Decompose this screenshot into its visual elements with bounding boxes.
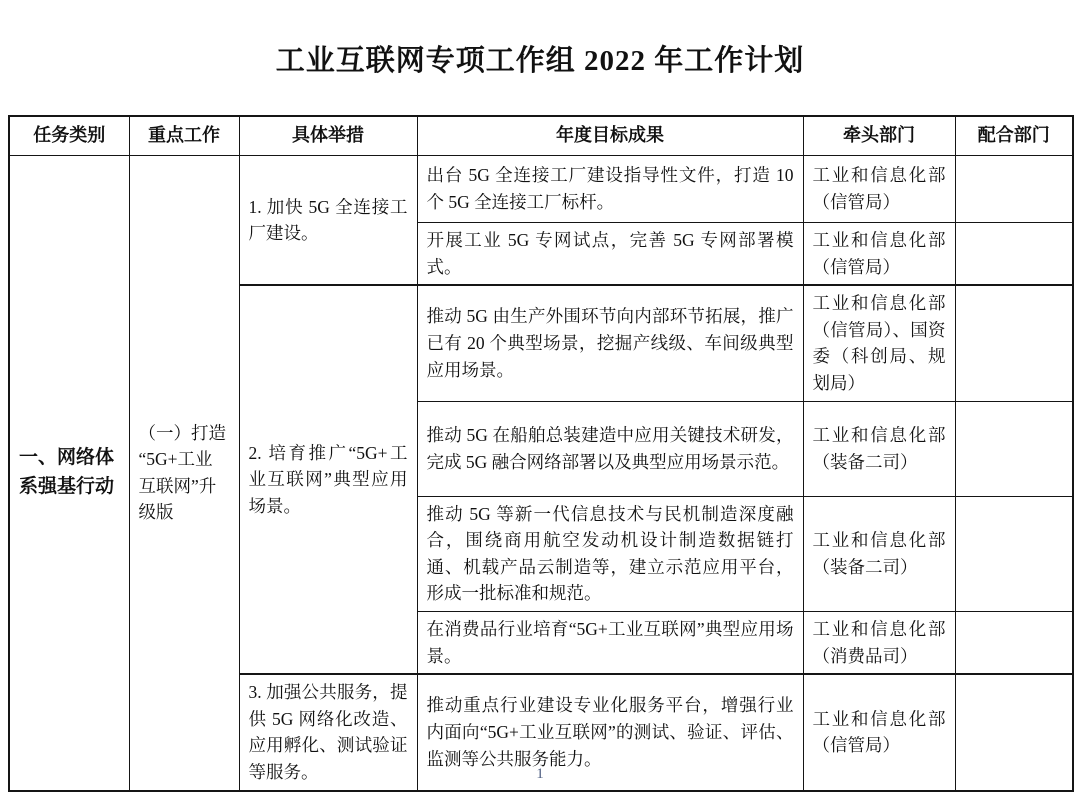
header-lead-department: 牵头部门 bbox=[803, 116, 955, 156]
support-dept-cell bbox=[955, 223, 1073, 286]
target-cell: 推动 5G 在船舶总装建造中应用关键技术研发，完成 5G 融合网络部署以及典型应用场景示范。 bbox=[417, 401, 803, 496]
support-dept-cell bbox=[955, 496, 1073, 611]
work-plan-table bbox=[8, 115, 1074, 792]
target-cell: 推动 5G 等新一代信息技术与民机制造深度融合，围绕商用航空发动机设计制造数据链打通、机载产品云制造等，建立示范应用平台，形成一批标准和规范。 bbox=[417, 496, 803, 611]
header-annual-targets: 年度目标成果 bbox=[417, 116, 803, 156]
page-title: 工业互联网专项工作组 2022 年工作计划 bbox=[275, 45, 805, 77]
lead-dept-cell: 工业和信息化部（信管局） bbox=[803, 674, 955, 790]
support-dept-cell bbox=[955, 285, 1073, 401]
target-cell: 在消费品行业培育“5G+工业互联网”典型应用场景。 bbox=[417, 611, 803, 674]
header-task-category: 任务类别 bbox=[9, 116, 129, 156]
task-category-cell: 一、网络体系强基行动 bbox=[9, 156, 129, 791]
header-measures: 具体举措 bbox=[239, 116, 417, 156]
lead-dept-cell: 工业和信息化部（装备二司） bbox=[803, 496, 955, 611]
lead-dept-cell: 工业和信息化部（装备二司） bbox=[803, 401, 955, 496]
page-number: 1 bbox=[536, 766, 544, 782]
measure-cell: 2. 培育推广“5G+工业互联网”典型应用场景。 bbox=[239, 285, 417, 674]
measure-cell: 3. 加强公共服务，提供 5G 网络化改造、应用孵化、测试验证等服务。 bbox=[239, 674, 417, 790]
header-key-work: 重点工作 bbox=[129, 116, 239, 156]
lead-dept-cell: 工业和信息化部（消费品司） bbox=[803, 611, 955, 674]
target-cell: 开展工业 5G 专网试点，完善 5G 专网部署模式。 bbox=[417, 223, 803, 286]
key-work-cell: （一）打造“5G+工业互联网”升级版 bbox=[129, 156, 239, 791]
target-cell: 推动重点行业建设专业化服务平台，增强行业内面向“5G+工业互联网”的测试、验证、评估、监测等公共服务能力。 bbox=[417, 674, 803, 790]
lead-dept-cell: 工业和信息化部（信管局）、国资委（科创局、规划局） bbox=[803, 285, 955, 401]
target-cell: 推动 5G 由生产外围环节向内部环节拓展，推广已有 20 个典型场景，挖掘产线级、车间级典型应用场景。 bbox=[417, 285, 803, 401]
table-row bbox=[9, 156, 1073, 223]
table-header-row bbox=[9, 116, 1073, 156]
measure-cell: 1. 加快 5G 全连接工厂建设。 bbox=[239, 156, 417, 286]
lead-dept-cell: 工业和信息化部（信管局） bbox=[803, 223, 955, 286]
lead-dept-cell: 工业和信息化部（信管局） bbox=[803, 156, 955, 223]
target-cell: 出台 5G 全连接工厂建设指导性文件，打造 10 个 5G 全连接工厂标杆。 bbox=[417, 156, 803, 223]
header-support-department: 配合部门 bbox=[955, 116, 1073, 156]
support-dept-cell bbox=[955, 156, 1073, 223]
support-dept-cell bbox=[955, 401, 1073, 496]
support-dept-cell bbox=[955, 611, 1073, 674]
